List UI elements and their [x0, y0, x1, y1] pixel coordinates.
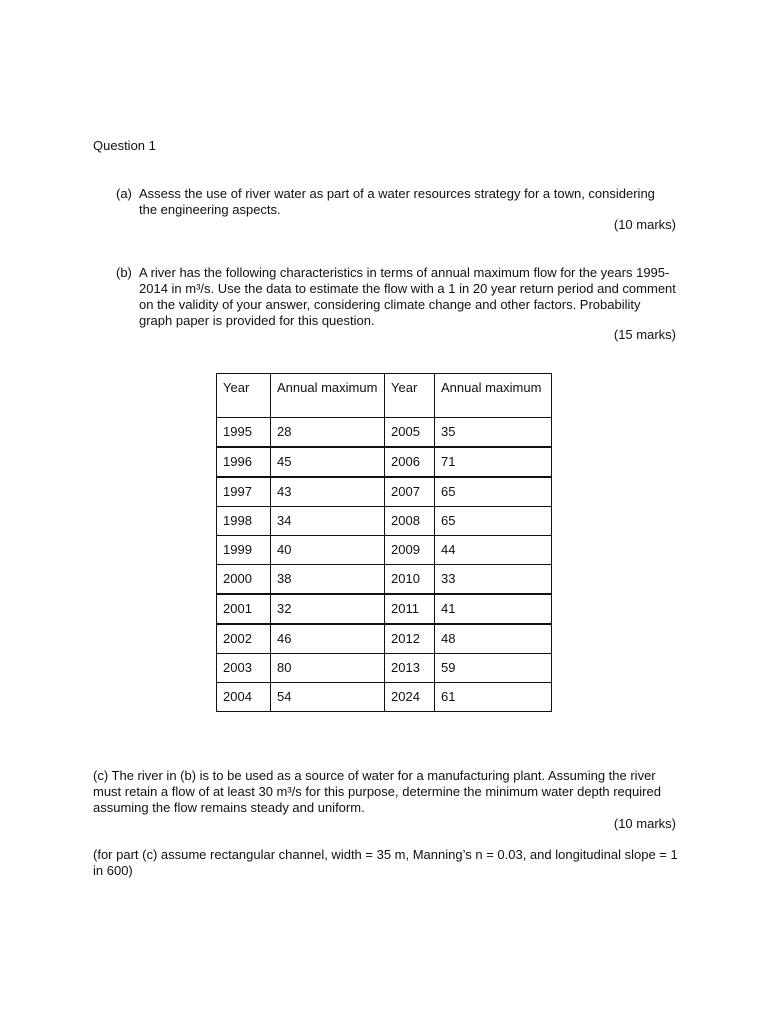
header-year-1: Year	[217, 374, 271, 418]
table-cell: 2004	[217, 683, 271, 712]
table-cell: 2002	[217, 624, 271, 654]
table-cell: 80	[271, 654, 385, 683]
table-cell: 44	[435, 536, 552, 565]
header-annual-maximum-1: Annual maximum	[271, 374, 385, 418]
part-b-label: (b)	[116, 265, 132, 280]
header-year-2: Year	[385, 374, 435, 418]
table-cell: 34	[271, 507, 385, 536]
table-cell: 2003	[217, 654, 271, 683]
part-b-text: A river has the following characteristics in terms of annual maximum flow for the years 1995-2014 in m³/s. Use the data to estimate the flow with a 1 in 20 year return period and comment on the validity of your answer, considering climate change and other factors. Probability graph paper is provided for this question.	[139, 265, 676, 328]
table-cell: 2012	[385, 624, 435, 654]
part-c-marks: (10 marks)	[613, 816, 676, 831]
table-cell: 1996	[217, 447, 271, 477]
table-header-row	[217, 374, 552, 418]
table-row	[217, 477, 552, 507]
table-cell: 1999	[217, 536, 271, 565]
table-row	[217, 624, 552, 654]
part-c-note: (for part (c) assume rectangular channel, width = 35 m, Manning’s n = 0.03, and longitudinal slope = 1 in 600)	[93, 847, 678, 878]
part-a-text: Assess the use of river water as part of a water resources strategy for a town, considering the engineering aspects.	[139, 186, 655, 217]
table-row	[217, 536, 552, 565]
table-cell: 45	[271, 447, 385, 477]
table-cell: 38	[271, 565, 385, 595]
table-cell: 2001	[217, 594, 271, 624]
part-a-marks: (10 marks)	[613, 217, 676, 232]
table-cell: 1998	[217, 507, 271, 536]
table-cell: 2009	[385, 536, 435, 565]
table-cell: 41	[435, 594, 552, 624]
part-a-label: (a)	[116, 186, 132, 201]
table-cell: 65	[435, 477, 552, 507]
table-cell: 1995	[217, 418, 271, 448]
table-cell: 59	[435, 654, 552, 683]
table-cell: 43	[271, 477, 385, 507]
question-title: Question 1	[93, 138, 156, 153]
table-cell: 2013	[385, 654, 435, 683]
table-cell: 2000	[217, 565, 271, 595]
table-row	[217, 683, 552, 712]
table-cell: 2005	[385, 418, 435, 448]
table-cell: 1997	[217, 477, 271, 507]
table-cell: 40	[271, 536, 385, 565]
table-row	[217, 418, 552, 448]
table-cell: 33	[435, 565, 552, 595]
table-cell: 2011	[385, 594, 435, 624]
table-cell: 28	[271, 418, 385, 448]
table-row	[217, 594, 552, 624]
table-cell: 61	[435, 683, 552, 712]
table-cell: 48	[435, 624, 552, 654]
table-cell: 54	[271, 683, 385, 712]
table-cell: 2010	[385, 565, 435, 595]
table-cell: 35	[435, 418, 552, 448]
part-c-text: (c) The river in (b) is to be used as a source of water for a manufacturing plant. Assuming the river must retain a flow of at least 30 m³/s for this purpose, determine the minimum water depth required assuming the flow remains steady and uniform.	[93, 768, 661, 815]
annual-maximum-flow-table	[216, 373, 552, 712]
header-annual-maximum-2: Annual maximum	[435, 374, 552, 418]
table-cell: 2008	[385, 507, 435, 536]
table-cell: 2007	[385, 477, 435, 507]
table-cell: 46	[271, 624, 385, 654]
part-b-marks: (15 marks)	[613, 327, 676, 342]
table-row	[217, 565, 552, 595]
table-row	[217, 447, 552, 477]
table-cell: 2006	[385, 447, 435, 477]
table-cell: 71	[435, 447, 552, 477]
table-cell: 65	[435, 507, 552, 536]
table-row	[217, 654, 552, 683]
table-cell: 32	[271, 594, 385, 624]
table-row	[217, 507, 552, 536]
table-cell: 2024	[385, 683, 435, 712]
